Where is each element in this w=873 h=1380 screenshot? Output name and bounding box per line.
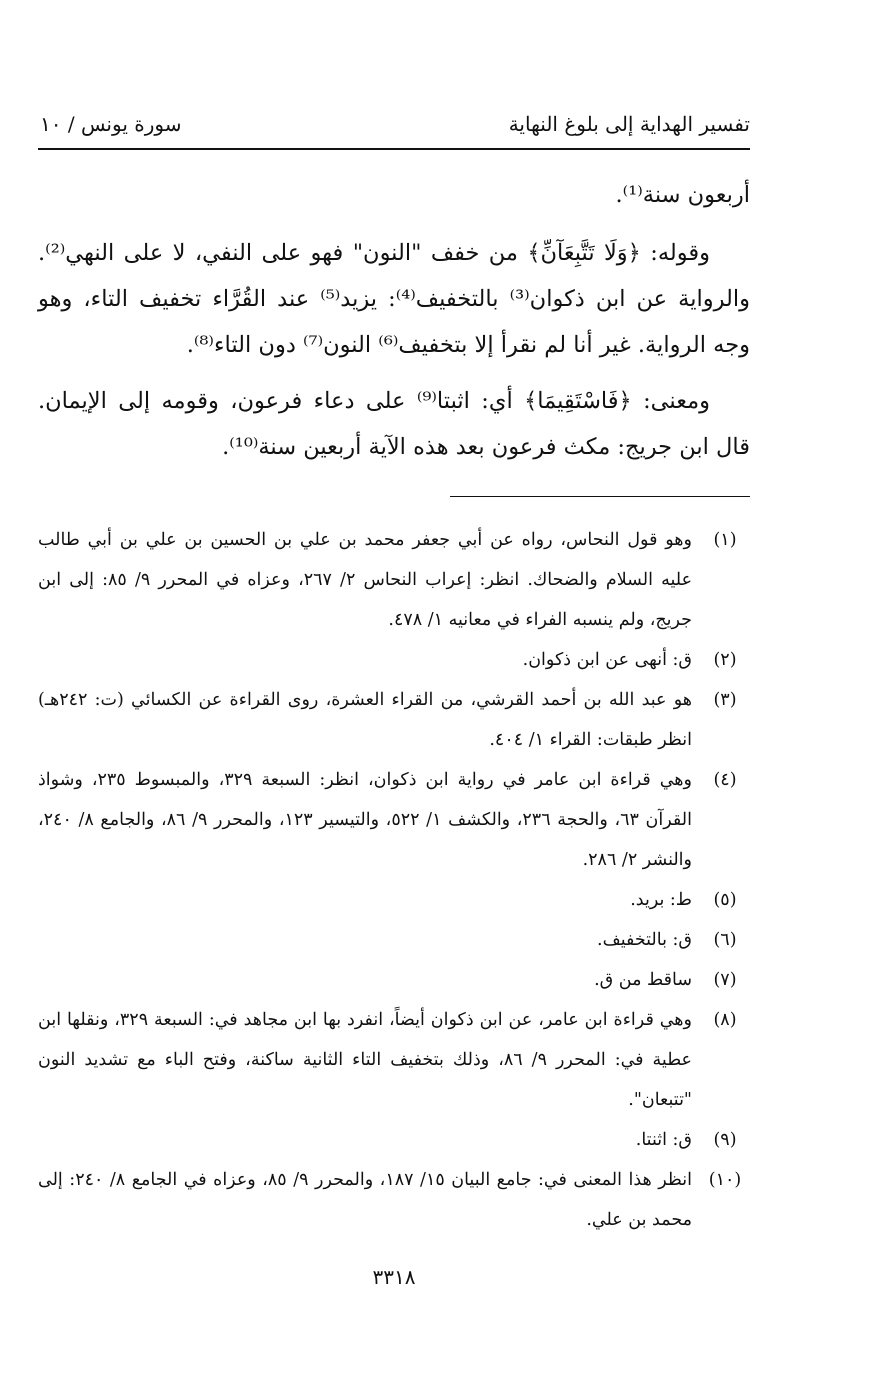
footnote-number: (٥) — [713, 890, 737, 910]
footnotes — [38, 520, 750, 1240]
footnote-number: (٩) — [713, 1130, 737, 1150]
surah-label: سورة يونس / ١٠ — [40, 112, 182, 136]
footnote-text: ق: أنهى عن ابن ذكوان. — [522, 650, 692, 670]
paragraph-3: ومعنى: ﴿فَاسْتَقِيمَا﴾ أي: اثبتا⁽⁹⁾ على دعاء فرعون، وقومه إلى الإيمان. قال ابن جريج: مكث فرعون بعد هذه الآية أربعين سنة⁽¹⁰⁾. — [38, 388, 750, 460]
footnote — [38, 1000, 750, 1120]
page-number: ٣٣١٨ — [372, 1265, 416, 1289]
footnote-text: ساقط من ق. — [594, 970, 692, 990]
footnote — [38, 640, 750, 680]
footnote-number: (٣) — [713, 690, 737, 710]
main-text — [38, 172, 750, 470]
page-header — [38, 112, 750, 142]
footnote-text: وهي قراءة ابن عامر، عن ابن ذكوان أيضاً، انفرد بها ابن مجاهد في: السبعة ٣٢٩، ونقلها ابن عطية في: المحرر ٩/ ٨٦، وذلك بتخفيف التاء الثانية ساكنة، وفتح الباء مع تشديد النون "تتبعان". — [38, 1010, 692, 1110]
footnote — [38, 960, 750, 1000]
footnote-text: ق: بالتخفيف. — [597, 930, 692, 950]
header-rule — [38, 148, 750, 150]
footnote — [38, 920, 750, 960]
footnote — [38, 680, 750, 760]
footnote-text: وهي قراءة ابن عامر في رواية ابن ذكوان، انظر: السبعة ٣٢٩، والمبسوط ٢٣٥، وشواذ القرآن ٦٣، والحجة ٢٣٦، والكشف ١/ ٥٢٢، والتيسير ١٢٣، والمحرر ٩/ ٨٦، والجامع ٨/ ٢٤٠، والنشر ٢/ ٢٨٦. — [38, 770, 692, 870]
footnote — [38, 520, 750, 640]
footnote-number: (٧) — [713, 970, 737, 990]
footnote — [38, 1160, 750, 1240]
book-title: تفسير الهداية إلى بلوغ النهاية — [508, 112, 750, 136]
footnote — [38, 1120, 750, 1160]
footnote-text: ط: بريد. — [630, 890, 692, 910]
footnote-number: (٢) — [713, 650, 737, 670]
footnote-text: انظر هذا المعنى في: جامع البيان ١٥/ ١٨٧، والمحرر ٩/ ٨٥، وعزاه في الجامع ٨/ ٢٤٠: إلى محمد بن علي. — [38, 1170, 692, 1230]
footnote-text: ق: اثنتا. — [635, 1130, 692, 1150]
book-page — [38, 0, 750, 1380]
footnote — [38, 760, 750, 880]
footnote-number: (١٠) — [708, 1170, 742, 1190]
footnote-number: (٨) — [713, 1010, 737, 1030]
footnote-separator — [450, 496, 750, 497]
paragraph-2: وقوله: ﴿وَلَا تَتَّبِعَآنِّ﴾ من خفف "النون" فهو على النفي، لا على النهي⁽²⁾. والرواية عن ابن ذكوان⁽³⁾ بالتخفيف⁽⁴⁾: يزيد⁽⁵⁾ عند القُرَّاء تخفيف التاء، وهو وجه الرواية. غير أنا لم نقرأ إلا بتخفيف⁽⁶⁾ النون⁽⁷⁾ دون التاء⁽⁸⁾. — [38, 240, 750, 358]
paragraph-1: أربعون سنة⁽¹⁾. — [615, 182, 750, 208]
footnote — [38, 880, 750, 920]
footnote-text: وهو قول النحاس، رواه عن أبي جعفر محمد بن علي بن الحسين بن علي بن أبي طالب عليه السلام والضحاك. انظر: إعراب النحاس ٢/ ٢٦٧، وعزاه في المحرر ٩/ ٨٥: إلى ابن جريج، ولم ينسبه الفراء في معانيه ١/ ٤٧٨. — [38, 530, 693, 630]
footnote-number: (١) — [713, 530, 737, 550]
footnote-number: (٦) — [713, 930, 737, 950]
footnote-number: (٤) — [713, 770, 737, 790]
footnote-text: هو عبد الله بن أحمد القرشي، من القراء العشرة، روى القراءة عن الكسائي (ت: ٢٤٢هـ) انظر طبقات: القراء ١/ ٤٠٤. — [38, 690, 692, 750]
